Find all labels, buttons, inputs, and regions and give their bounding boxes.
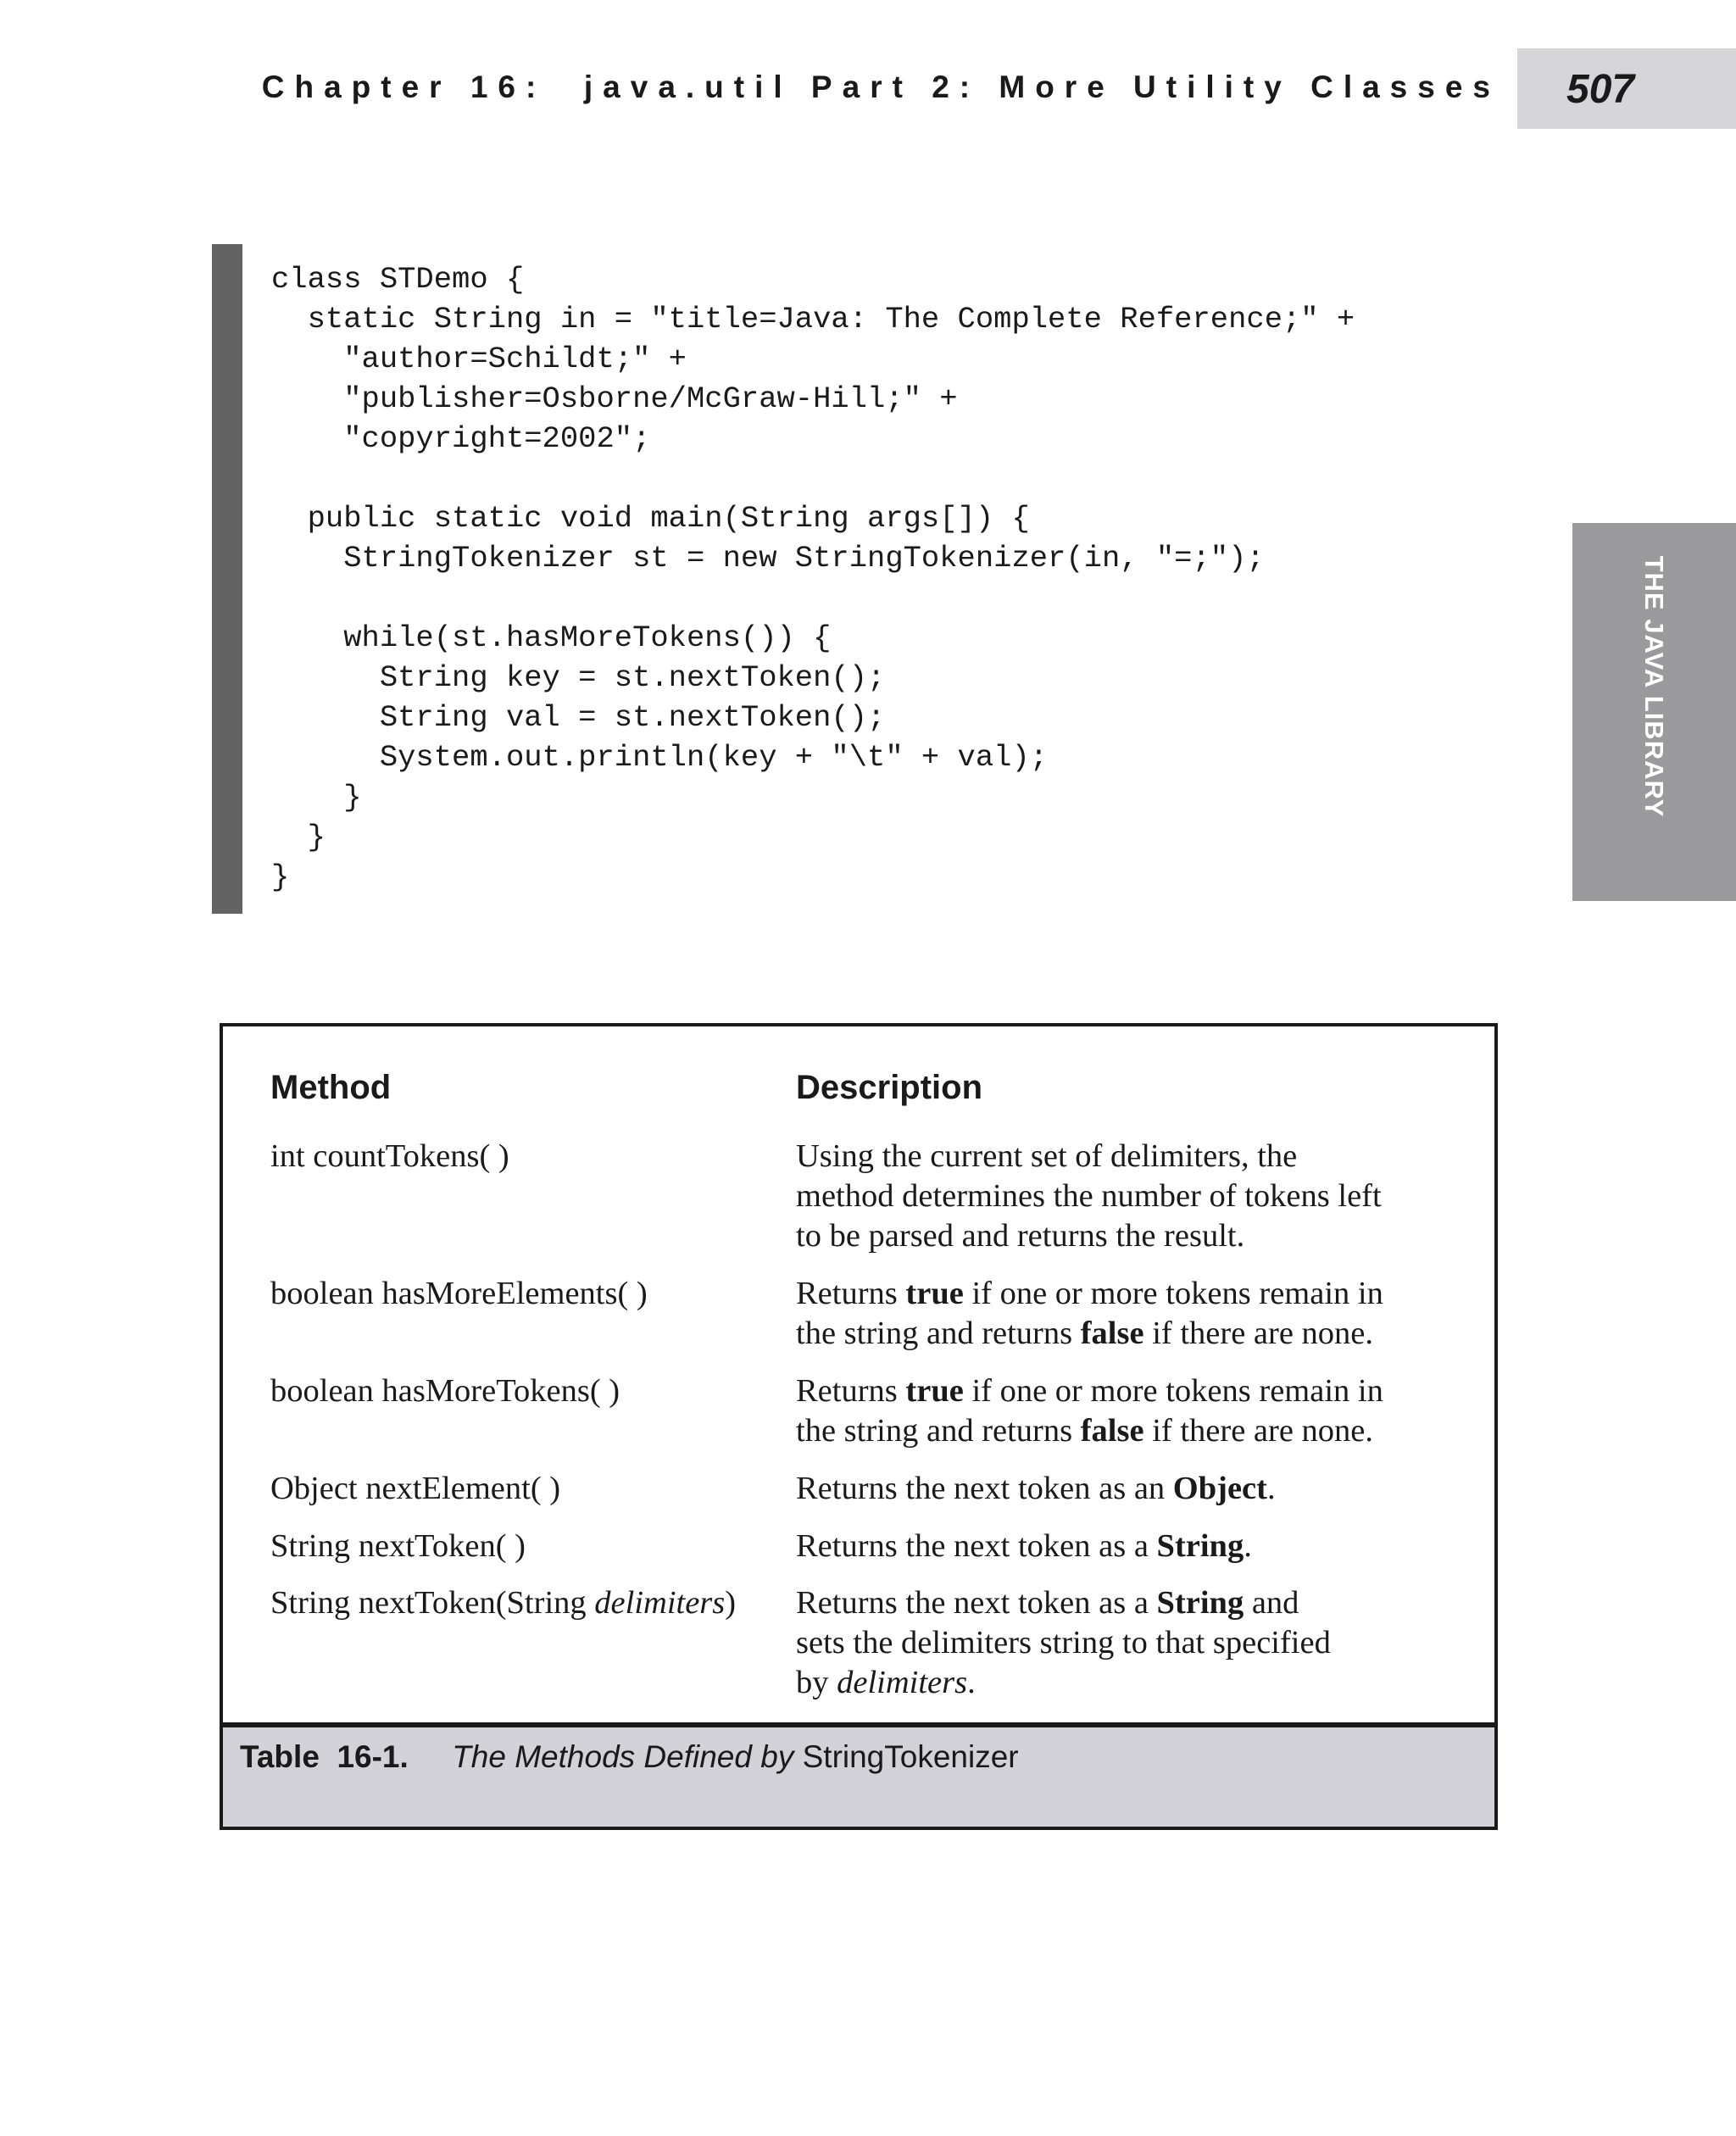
code-line: } <box>271 820 326 854</box>
column-header-description: Description <box>796 1069 983 1106</box>
code-line: String key = st.nextToken(); <box>271 660 886 695</box>
table-caption <box>240 1739 1019 1775</box>
table-caption-label: Table 16-1. <box>240 1739 409 1774</box>
code-line: "author=Schildt;" + <box>271 342 687 376</box>
table-caption-title: The Methods Defined by <box>452 1739 794 1774</box>
column-header-method: Method <box>270 1069 392 1106</box>
method-description: Returns the next token as a String. <box>796 1528 1252 1564</box>
code-line: class STDemo { <box>271 262 525 297</box>
method-signature: String nextToken(String delimiters) <box>270 1585 737 1621</box>
keyword-false: false <box>1080 1413 1144 1449</box>
running-header-title: Chapter 16: java.util Part 2: More Utility Classes <box>261 70 1500 104</box>
method-description: Returns the next token as an Object. <box>796 1471 1276 1506</box>
code-line: "publisher=Osborne/McGraw-Hill;" + <box>271 381 958 416</box>
keyword-true: true <box>905 1373 964 1409</box>
class-name: Object <box>1172 1471 1267 1506</box>
keyword-false: false <box>1080 1316 1144 1351</box>
parameter-name: delimiters <box>837 1665 968 1700</box>
method-description: Returns the next token as a String and sets the delimiters string to that specified by delimiters. <box>796 1585 1331 1700</box>
code-line: public static void main(String args[]) { <box>271 501 1030 536</box>
method-description: Using the current set of delimiters, the method determines the number of tokens left to be parsed and returns the result. <box>796 1138 1382 1254</box>
code-line: System.out.println(key + "\t" + val); <box>271 740 1049 775</box>
page-number: 507 <box>1566 67 1635 112</box>
method-signature: Object nextElement( ) <box>270 1471 561 1506</box>
method-signature: int countTokens( ) <box>270 1138 509 1174</box>
keyword-true: true <box>905 1276 964 1311</box>
code-line: while(st.hasMoreTokens()) { <box>271 620 832 655</box>
table-caption-bar <box>223 1722 1494 1827</box>
code-listing <box>271 259 1355 897</box>
code-line: "copyright=2002"; <box>271 421 651 456</box>
code-line: String val = st.nextToken(); <box>271 700 886 735</box>
methods-table <box>220 1023 1498 1830</box>
code-line: StringTokenizer st = new StringTokenizer(in, "=;"); <box>271 541 1265 576</box>
method-signature: boolean hasMoreElements( ) <box>270 1276 648 1311</box>
side-tab-label: THE JAVA LIBRARY <box>1639 555 1670 818</box>
class-name: String <box>1156 1528 1244 1564</box>
table-caption-class: StringTokenizer <box>802 1739 1019 1774</box>
class-name: String <box>1156 1585 1244 1621</box>
method-signature: boolean hasMoreTokens( ) <box>270 1373 620 1409</box>
code-line: } <box>271 859 290 894</box>
side-section-tab <box>1572 523 1736 901</box>
code-listing-bar <box>212 244 242 914</box>
method-signature: String nextToken( ) <box>270 1528 526 1564</box>
code-line: } <box>271 780 362 815</box>
parameter-name: delimiters <box>594 1585 726 1621</box>
code-line: static String in = "title=Java: The Complete Reference;" + <box>271 302 1355 337</box>
method-description: Returns true if one or more tokens remain in the string and returns false if there are none. <box>796 1276 1383 1351</box>
method-description: Returns true if one or more tokens remain in the string and returns false if there are none. <box>796 1373 1383 1449</box>
